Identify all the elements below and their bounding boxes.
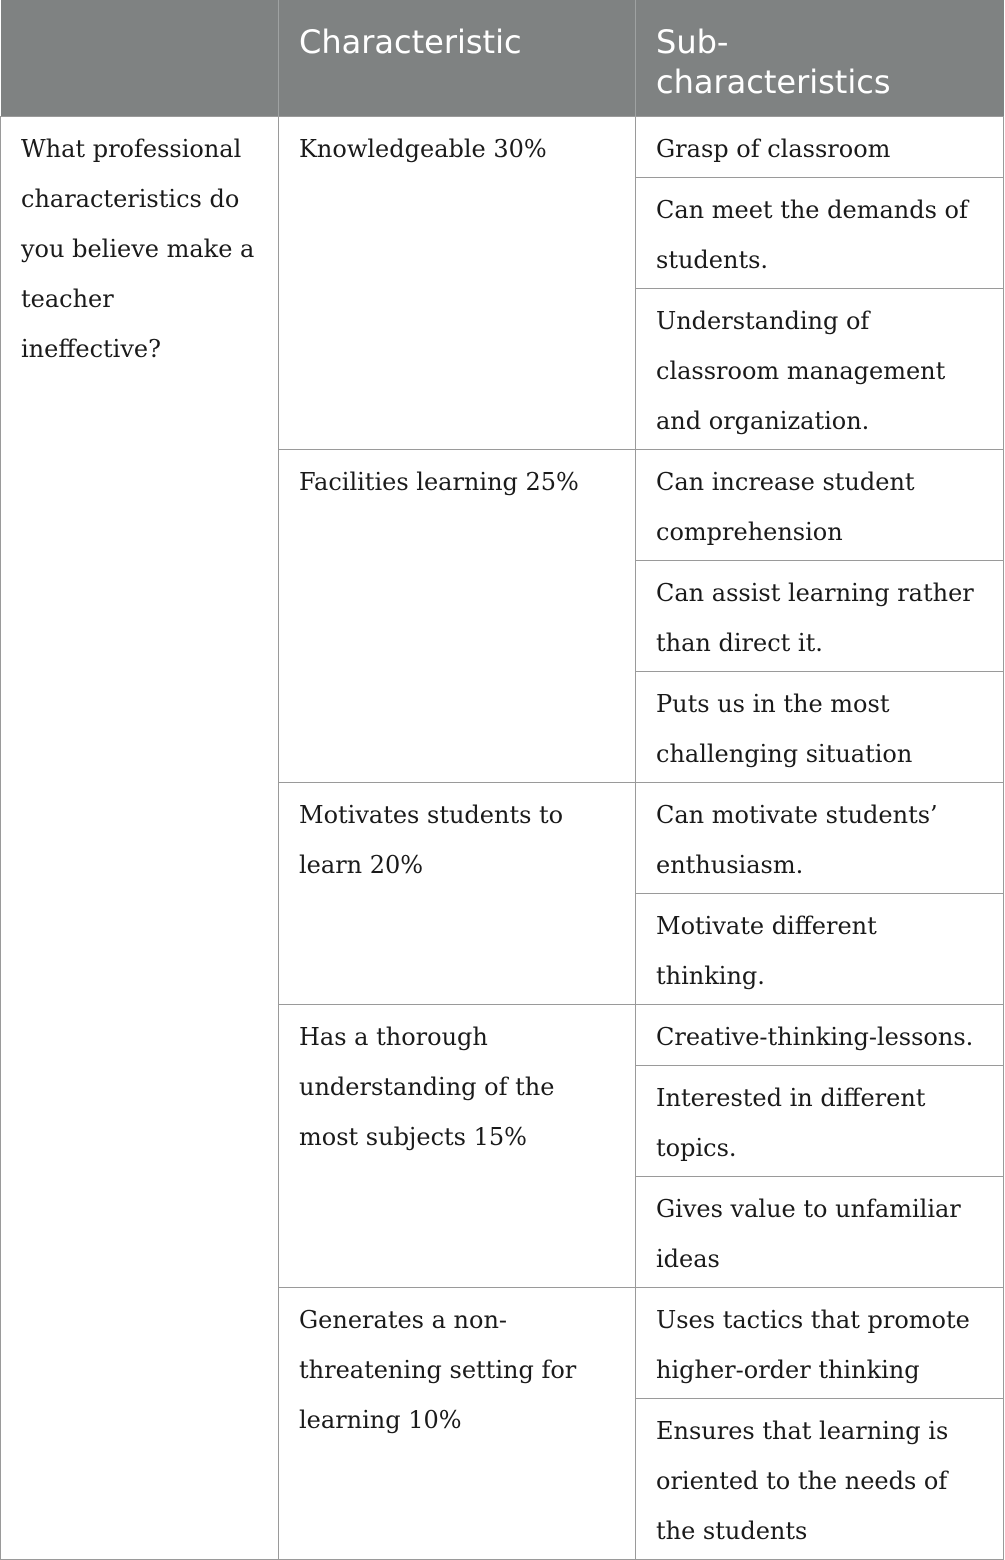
question-cell: What professional characteristics do you believe make a teacher ineffective? [1, 117, 279, 1560]
sub-characteristic-cell: Motivate different thinking. [636, 894, 1004, 1005]
header-sub-characteristics [636, 0, 1004, 117]
header-row [1, 0, 1004, 117]
sub-characteristic-cell: Can meet the demands of students. [636, 178, 1004, 289]
sub-characteristic-cell: Can increase student comprehension [636, 450, 1004, 561]
table-row [1, 117, 1004, 178]
sub-characteristic-cell: Ensures that learning is oriented to the needs of the students [636, 1399, 1004, 1560]
sub-characteristic-cell: Can motivate students’ enthusiasm. [636, 783, 1004, 894]
sub-characteristic-cell: Can assist learning rather than direct it. [636, 561, 1004, 672]
characteristic-cell: Motivates students to learn 20% [279, 783, 636, 1005]
header-question-column [1, 0, 279, 117]
sub-characteristic-cell: Uses tactics that promote higher-order thinking [636, 1288, 1004, 1399]
header-sub-line1: Sub- [656, 23, 729, 61]
characteristic-cell: Generates a non-threatening setting for learning 10% [279, 1288, 636, 1560]
sub-characteristic-cell: Puts us in the most challenging situation [636, 672, 1004, 783]
sub-characteristic-cell: Gives value to unfamiliar ideas [636, 1177, 1004, 1288]
characteristic-cell: Knowledgeable 30% [279, 117, 636, 450]
table-body [1, 117, 1004, 1560]
header-characteristic: Characteristic [279, 0, 636, 117]
sub-characteristic-cell: Interested in different topics. [636, 1066, 1004, 1177]
sub-characteristic-cell: Creative-thinking-lessons. [636, 1005, 1004, 1066]
table-header [1, 0, 1004, 117]
characteristic-cell: Facilities learning 25% [279, 450, 636, 783]
sub-characteristic-cell: Understanding of classroom management and organization. [636, 289, 1004, 450]
header-sub-line2: characteristics [656, 63, 891, 101]
sub-characteristic-cell: Grasp of classroom [636, 117, 1004, 178]
characteristic-cell: Has a thorough understanding of the most subjects 15% [279, 1005, 636, 1288]
